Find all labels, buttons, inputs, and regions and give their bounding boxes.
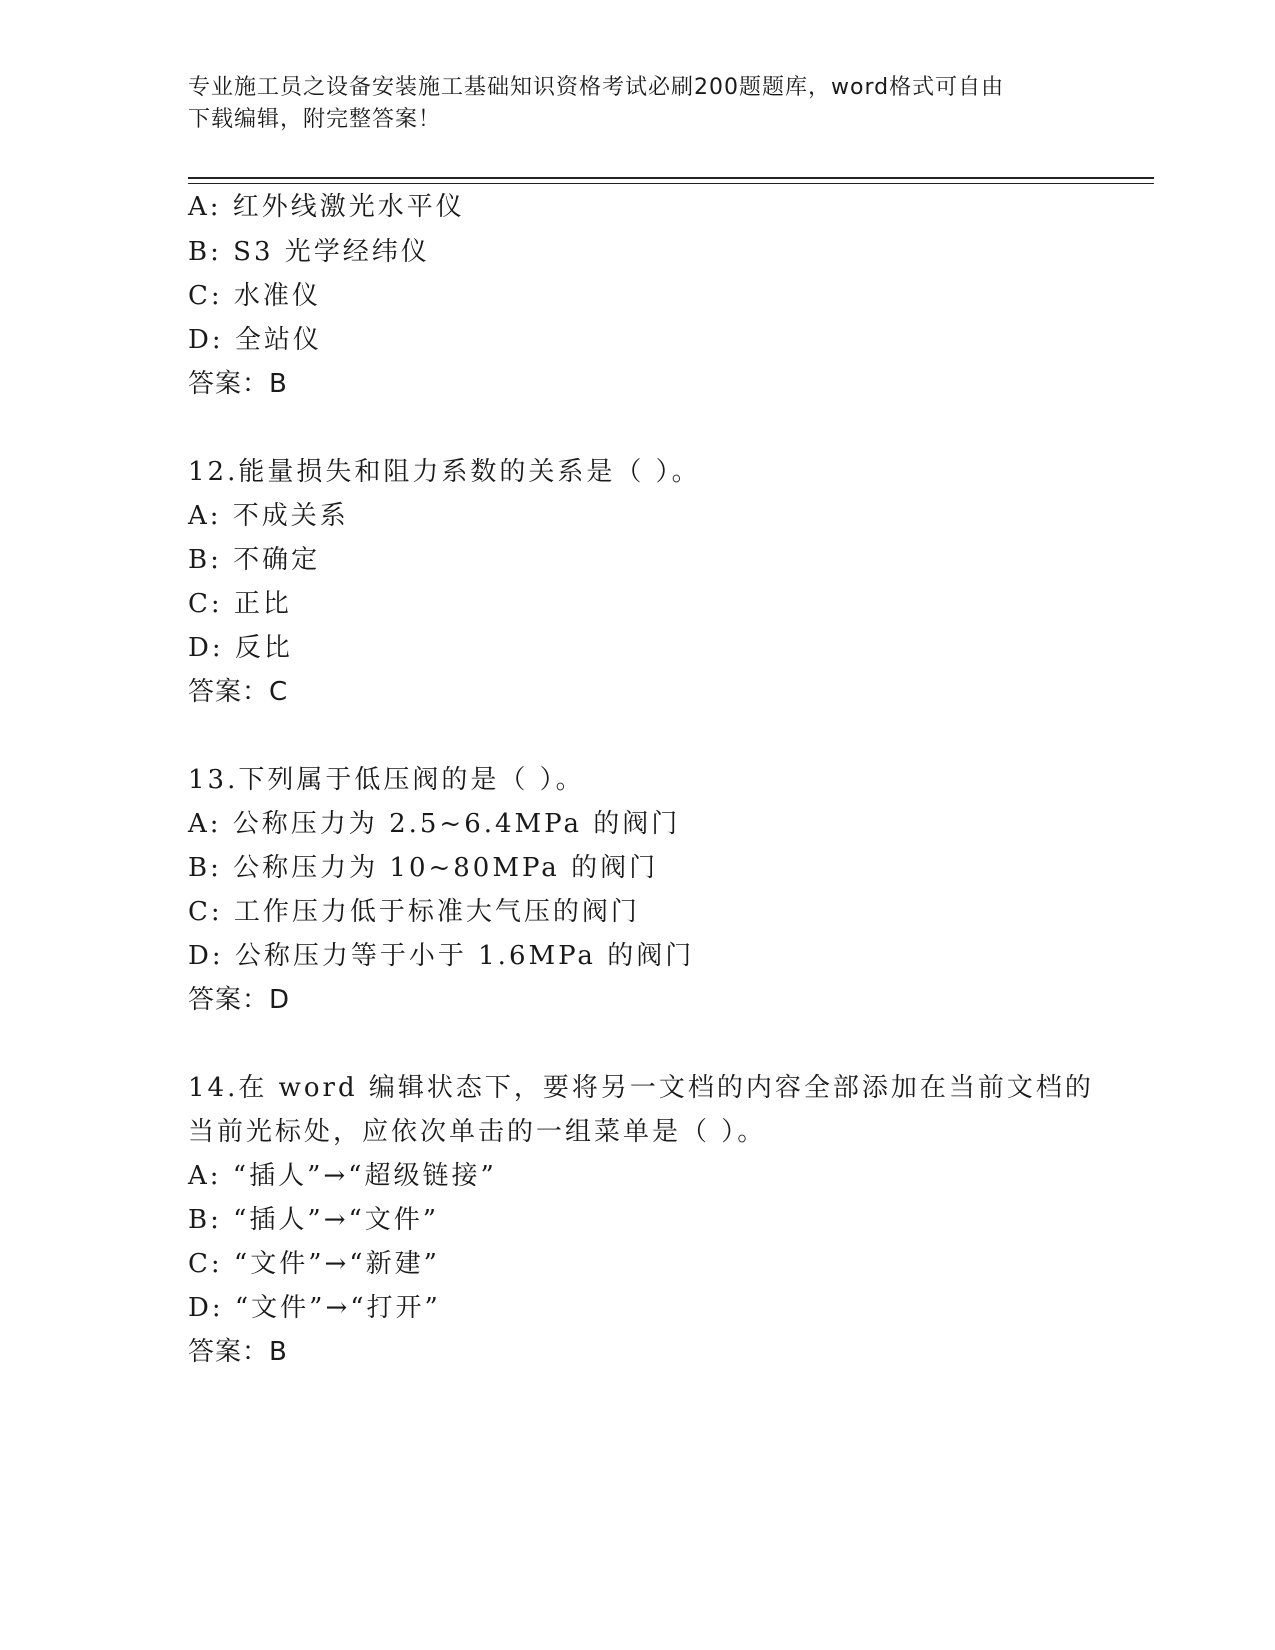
q13-answer: 答案：D	[188, 985, 291, 1015]
q14-answer: 答案：B	[188, 1337, 288, 1367]
document-header: 专业施工员之设备安装施工基础知识资格考试必刷200题题库，word格式可自由 下载编辑，附完整答案！	[188, 75, 1005, 132]
prev-option-c: C: 水准仪	[188, 281, 321, 311]
q12-option-c: C: 正比	[188, 589, 292, 619]
q12-stem: 12.能量损失和阻力系数的关系是（ ）。	[188, 457, 701, 487]
q14-option-c: C: “文件”→“新建”	[188, 1249, 440, 1279]
q12-option-a: A: 不成关系	[188, 501, 349, 531]
q12-answer: 答案：C	[188, 677, 289, 707]
q14-option-b: B: “插人”→“文件”	[188, 1205, 440, 1235]
q12-option-b: B: 不确定	[188, 545, 321, 575]
q14-option-d: D: “文件”→“打开”	[188, 1293, 441, 1323]
header-divider-thick	[188, 177, 1154, 179]
prev-answer: 答案：B	[188, 369, 288, 399]
prev-option-a: A: 红外线激光水平仪	[188, 192, 465, 222]
q14-stem-line-1: 14.在 word 编辑状态下，要将另一文档的内容全部添加在当前文档的	[188, 1073, 1094, 1103]
q13-option-d: D: 公称压力等于小于 1.6MPa 的阀门	[188, 941, 695, 971]
header-divider-thin	[188, 183, 1154, 184]
q12-option-d: D: 反比	[188, 633, 293, 663]
prev-option-b: B: S3 光学经纬仪	[188, 237, 430, 267]
q13-option-b: B: 公称压力为 10~80MPa 的阀门	[188, 853, 659, 883]
q13-option-c: C: 工作压力低于标准大气压的阀门	[188, 897, 640, 927]
q14-stem-line-2: 当前光标处，应依次单击的一组菜单是（ ）。	[188, 1117, 767, 1147]
q14-option-a: A: “插人”→“超级链接”	[188, 1161, 497, 1191]
prev-option-d: D: 全站仪	[188, 325, 322, 355]
q13-stem: 13.下列属于低压阀的是（ ）。	[188, 765, 585, 795]
q13-option-a: A: 公称压力为 2.5~6.4MPa 的阀门	[188, 809, 681, 839]
